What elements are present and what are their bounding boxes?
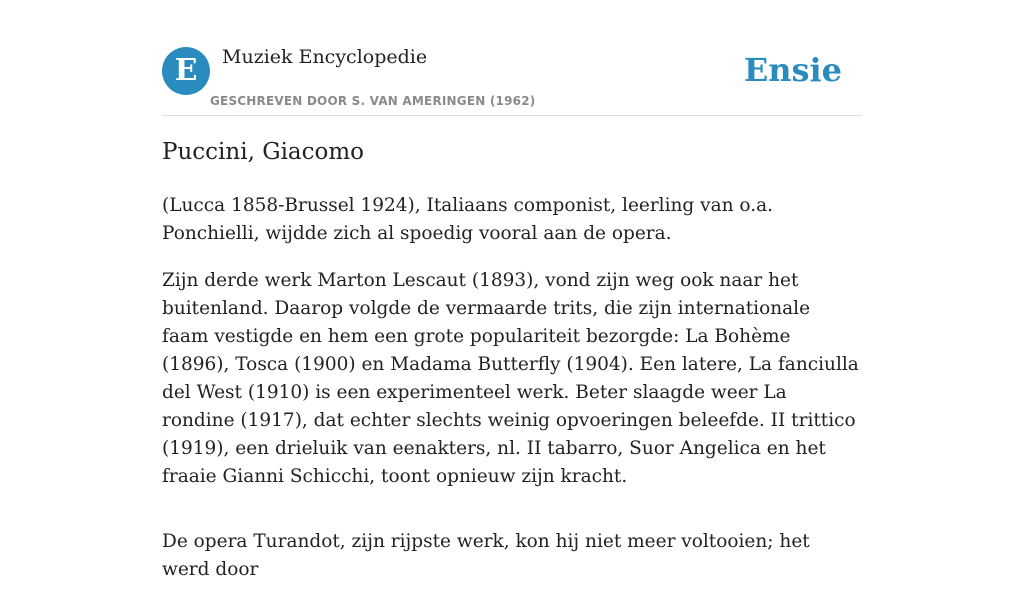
logo-badge[interactable]: E (162, 47, 210, 95)
article-paragraph: De opera Turandot, zijn rijpste werk, kon hij niet meer voltooien; het werd door (162, 531, 810, 580)
header-divider (162, 115, 862, 116)
article-paragraph: Zijn derde werk Marton Lescaut (1893), vond zijn weg ook naar het buitenland. Daarop volgde de vermaarde trits, die zijn internationale faam vestigde en hem een grote populariteit bezorgde: La Bohème (1896), Tosca (1900) en Madama Butterfly (1904). Een latere, La fanciulla del West (1910) is een experimenteel werk. Beter slaagde weer La rondine (1917), dat echter slechts weinig opvoeringen beleefde. II trittico (1919), een drieluik van eenakters, nl. II tabarro, Suor Angelica en het fraaie Gianni Schicchi, toont opnieuw zijn kracht. (162, 270, 859, 487)
site-header (162, 0, 862, 116)
site-name[interactable]: Muziek Encyclopedie (222, 46, 428, 68)
brand-logo[interactable]: Ensie (743, 51, 842, 89)
article-body (162, 192, 862, 603)
article-paragraph: (Lucca 1858-Brussel 1924), Italiaans componist, leerling van o.a. Ponchielli, wijdde zich al spoedig vooral aan de opera. (162, 195, 774, 244)
author-byline: GESCHREVEN DOOR S. VAN AMERINGEN (1962) (210, 94, 536, 108)
article-title: Puccini, Giacomo (162, 139, 365, 165)
